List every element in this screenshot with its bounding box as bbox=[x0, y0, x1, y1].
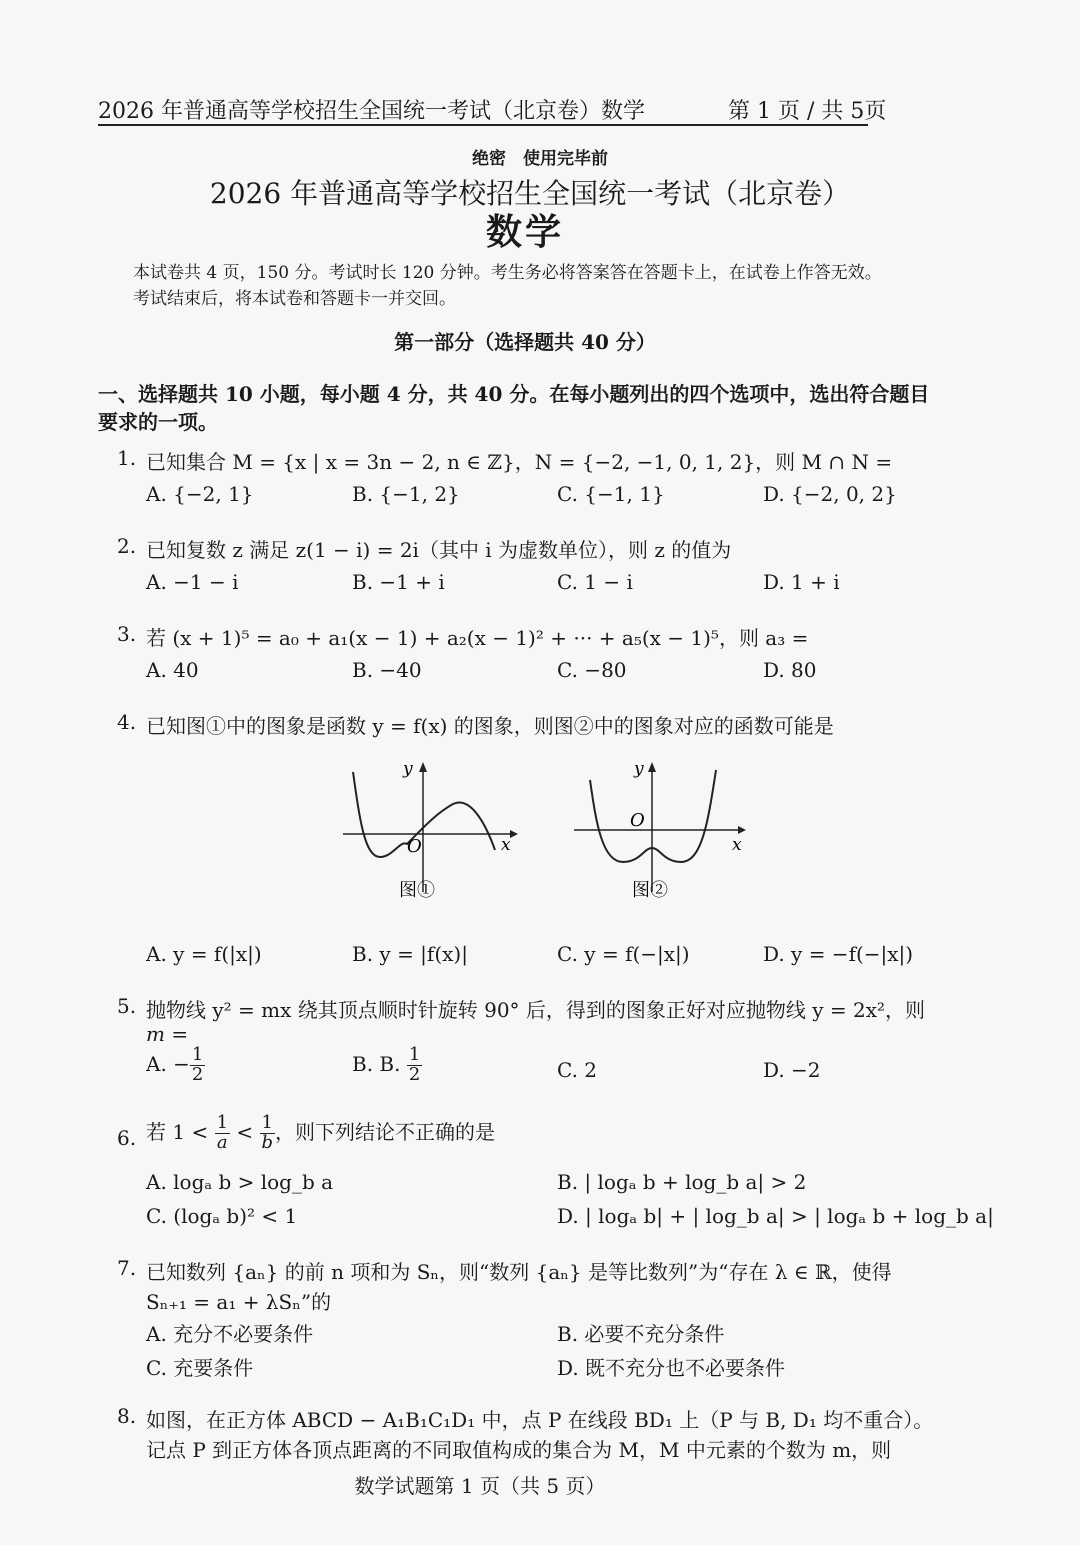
option-d: D. 80 bbox=[763, 658, 817, 682]
question-number: 7. bbox=[117, 1256, 137, 1280]
question-stem: 已知复数 z 满足 z(1 − i) = 2i（其中 i 为虚数单位），则 z 的值为 bbox=[146, 538, 732, 562]
option-b: B. B. $\frac{1}{2}$ bbox=[352, 1044, 421, 1085]
denominator: 2 bbox=[408, 1063, 421, 1085]
option-c: C. {−1, 1} bbox=[557, 482, 665, 506]
option-b: B. {−1, 2} bbox=[352, 482, 460, 506]
question-number: 2. bbox=[117, 534, 137, 558]
option-a: A. 充分不必要条件 bbox=[146, 1322, 314, 1346]
question-stem: 已知集合 M = {x | x = 3n − 2, n ∈ ℤ}，N = {−2, −1, 0, 1, 2}，则 M ∩ N = bbox=[146, 450, 893, 474]
option-c: C. (logₐ b)² < 1 bbox=[146, 1204, 298, 1228]
option-d: D. y = −f(−|x|) bbox=[763, 942, 914, 966]
numerator: 1 bbox=[191, 1044, 204, 1065]
option-a: A. y = f(|x|) bbox=[146, 942, 262, 966]
numerator: 1 bbox=[408, 1044, 421, 1065]
question-stem-continued: m = bbox=[146, 1022, 189, 1046]
question-number: 1. bbox=[117, 446, 137, 470]
running-header-page: 第 1 页 / 共 5页 bbox=[728, 99, 887, 124]
option-a bbox=[146, 1046, 205, 1085]
option-d: D. −2 bbox=[763, 1058, 821, 1082]
curve-g bbox=[590, 770, 716, 862]
option-label: B. bbox=[352, 1051, 380, 1076]
option-b: B. 必要不充分条件 bbox=[557, 1322, 725, 1346]
option-b: B. y = |f(x)| bbox=[352, 942, 468, 966]
numerator: 1 bbox=[216, 1112, 229, 1133]
question-stem: 已知图①中的图象是函数 y = f(x) 的图象，则图②中的图象对应的函数可能是 bbox=[146, 714, 834, 738]
fraction bbox=[407, 1046, 422, 1085]
figure-2-caption: 图② bbox=[632, 880, 668, 901]
section1-instructions-line-2: 要求的一项。 bbox=[98, 410, 218, 434]
part1-title: 第一部分（选择题共 40 分） bbox=[394, 330, 656, 354]
question-stem: 如图，在正方体 ABCD − A₁B₁C₁D₁ 中，点 P 在线段 BD₁ 上（P 与 B, D₁ 均不重合）。 bbox=[146, 1408, 934, 1432]
figure-2-graph bbox=[568, 752, 758, 902]
question-number: 8. bbox=[117, 1404, 137, 1428]
origin-label: O bbox=[630, 810, 645, 831]
option-d: D. {−2, 0, 2} bbox=[763, 482, 897, 506]
option-c: C. y = f(−|x|) bbox=[557, 942, 690, 966]
fraction-1-over-a bbox=[215, 1114, 230, 1153]
exam-title: 2026 年普通高等学校招生全国统一考试（北京卷） bbox=[209, 177, 851, 210]
y-axis-arrow bbox=[648, 762, 656, 772]
question-stem: 若 (x + 1)⁵ = a₀ + a₁(x − 1) + a₂(x − 1)² + ··· + a₅(x − 1)⁵，则 a₃ = bbox=[146, 626, 809, 650]
stem-part: < bbox=[236, 1119, 254, 1144]
option-b: B. −40 bbox=[352, 658, 422, 682]
intro-line-1: 本试卷共 4 页，150 分。考试时长 120 分钟。考生务必将答案答在答题卡上，在试卷上作答无效。 bbox=[133, 263, 882, 283]
section1-instructions-line-1: 一、选择题共 10 小题，每小题 4 分，共 40 分。在每小题列出的四个选项中，选出符合题目 bbox=[98, 382, 930, 406]
question-stem-continued: Sₙ₊₁ = a₁ + λSₙ”的 bbox=[146, 1290, 332, 1314]
x-axis-arrow bbox=[510, 830, 518, 838]
x-axis-arrow bbox=[738, 826, 746, 834]
option-c: C. 充要条件 bbox=[146, 1356, 254, 1380]
option-c: C. 2 bbox=[557, 1058, 598, 1082]
question-number: 4. bbox=[117, 710, 137, 734]
intro-line-2: 考试结束后，将本试卷和答题卡一并交回。 bbox=[133, 289, 456, 309]
option-d: D. 既不充分也不必要条件 bbox=[557, 1356, 786, 1380]
question-stem bbox=[146, 1114, 495, 1153]
question-stem: 已知数列 {aₙ} 的前 n 项和为 Sₙ，则“数列 {aₙ} 是等比数列”为“存在 λ ∈ ℝ，使得 bbox=[146, 1260, 892, 1284]
fraction bbox=[190, 1046, 205, 1085]
stem-part: ，则下列结论不正确的是 bbox=[275, 1119, 496, 1144]
option-label: A. − bbox=[146, 1051, 190, 1076]
question-stem: 抛物线 y² = mx 绕其顶点顺时针旋转 90° 后，得到的图象正好对应抛物线 y = 2x²，则 bbox=[146, 998, 926, 1022]
confidential-label: 绝密 使用完毕前 bbox=[472, 149, 608, 169]
option-a: A. 40 bbox=[146, 658, 199, 682]
page-footer: 数学试题第 1 页（共 5 页） bbox=[354, 1474, 606, 1498]
subject-title: 数学 bbox=[485, 211, 564, 253]
option-b: B. −1 + i bbox=[352, 570, 445, 594]
stem-part: 若 1 < bbox=[146, 1119, 209, 1144]
origin-label: O bbox=[407, 836, 422, 857]
option-c: C. 1 − i bbox=[557, 570, 633, 594]
curve-f bbox=[353, 772, 495, 857]
denominator: b bbox=[261, 1131, 274, 1153]
option-a: A. −1 − i bbox=[146, 570, 239, 594]
x-axis-label: x bbox=[732, 835, 742, 855]
option-a: A. {−2, 1} bbox=[146, 482, 254, 506]
option-b: B. | logₐ b + log_b a| > 2 bbox=[557, 1170, 807, 1194]
question-number: 5. bbox=[117, 994, 137, 1018]
y-axis-label: y bbox=[403, 759, 413, 779]
question-number: 6. bbox=[117, 1126, 137, 1150]
denominator: 2 bbox=[191, 1063, 204, 1085]
y-axis-label: y bbox=[634, 759, 644, 779]
header-rule bbox=[98, 124, 868, 126]
figure-1-graph bbox=[335, 752, 525, 902]
fraction-1-over-b bbox=[260, 1114, 276, 1153]
numerator: 1 bbox=[260, 1114, 276, 1134]
option-c: C. −80 bbox=[557, 658, 627, 682]
option-d: D. 1 + i bbox=[763, 570, 840, 594]
running-header-title: 2026 年普通高等学校招生全国统一考试（北京卷）数学 bbox=[98, 99, 645, 124]
denominator: a bbox=[216, 1131, 228, 1153]
option-a: A. logₐ b > log_b a bbox=[146, 1170, 334, 1194]
y-axis-arrow bbox=[419, 762, 427, 772]
x-axis-label: x bbox=[501, 835, 511, 855]
option-d: D. | logₐ b| + | log_b a| > | logₐ b + log_b a| bbox=[557, 1204, 994, 1228]
question-stem-continued: 记点 P 到正方体各顶点距离的不同取值构成的集合为 M，M 中元素的个数为 m，则 bbox=[146, 1438, 892, 1462]
question-number: 3. bbox=[117, 622, 137, 646]
figure-1-caption: 图① bbox=[399, 880, 435, 901]
